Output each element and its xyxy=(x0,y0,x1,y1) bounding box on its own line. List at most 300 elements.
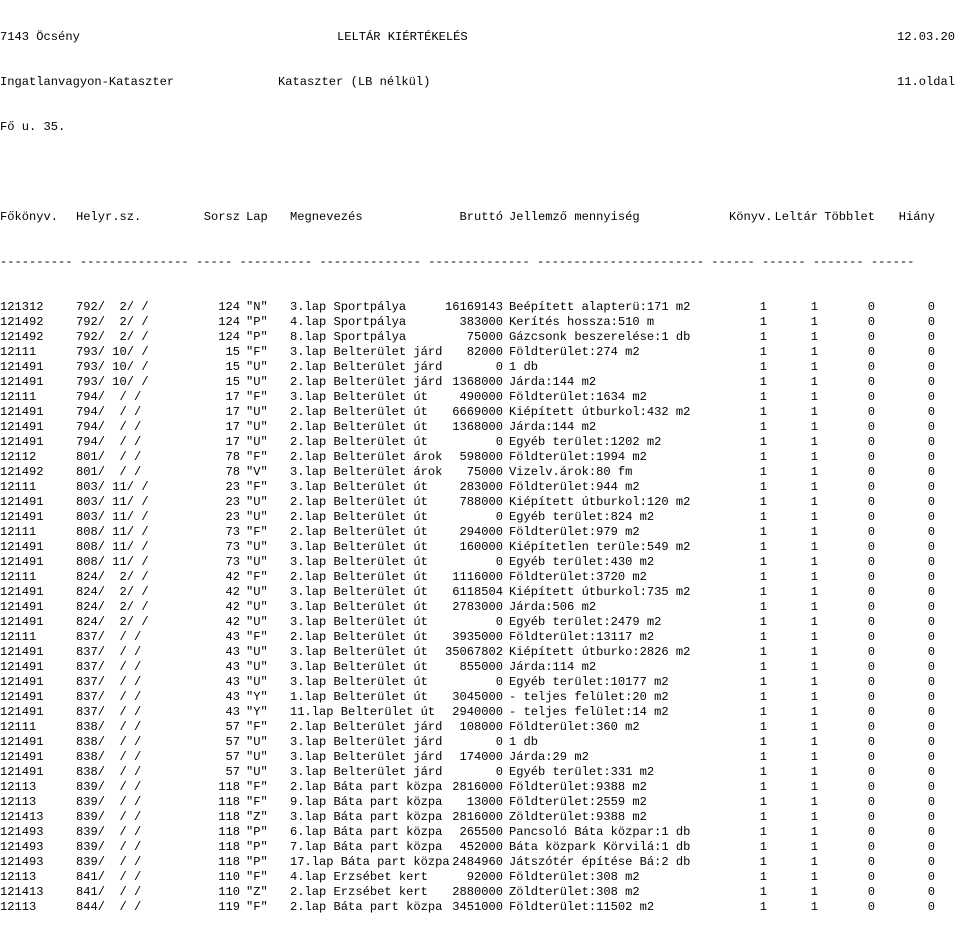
cell-gl-account: 121491 xyxy=(0,600,44,614)
cell-quantity: Zöldterület:9388 m2 xyxy=(509,810,647,824)
cell-inventory-qty: 1 xyxy=(810,525,818,539)
col-header-gross-value: Bruttó xyxy=(459,210,503,224)
cell-sheet: "U" xyxy=(246,750,268,764)
cell-surplus: 0 xyxy=(867,900,875,914)
cell-description: 3.lap Belterület út xyxy=(290,540,428,554)
cell-quantity: Földterület:13117 m2 xyxy=(509,630,655,644)
cell-gross-value: 0 xyxy=(495,435,503,449)
cell-gl-account: 12113 xyxy=(0,780,37,794)
cell-surplus: 0 xyxy=(867,675,875,689)
cell-gl-account: 121493 xyxy=(0,855,44,869)
cell-shortage: 0 xyxy=(927,645,935,659)
cell-book-qty: 1 xyxy=(759,435,767,449)
cell-description: 9.lap Báta part közpa xyxy=(290,795,443,809)
cell-lot-number: 808/ 11/ / xyxy=(76,540,149,554)
cell-gl-account: 121491 xyxy=(0,615,44,629)
cell-gl-account: 121491 xyxy=(0,765,44,779)
cell-surplus: 0 xyxy=(867,615,875,629)
table-row xyxy=(0,435,960,450)
cell-serial-no: 118 xyxy=(218,840,240,854)
table-row xyxy=(0,660,960,675)
cell-lot-number: 839/ / / xyxy=(76,825,142,839)
table-row xyxy=(0,555,960,570)
cell-inventory-qty: 1 xyxy=(810,705,818,719)
cell-gross-value: 0 xyxy=(495,555,503,569)
cell-quantity: Földterület:2559 m2 xyxy=(509,795,647,809)
cell-sheet: "F" xyxy=(246,795,268,809)
cell-surplus: 0 xyxy=(867,795,875,809)
cell-book-qty: 1 xyxy=(759,330,767,344)
col-header-lot-number: Helyr.sz. xyxy=(76,210,142,224)
cell-book-qty: 1 xyxy=(759,615,767,629)
cell-shortage: 0 xyxy=(927,450,935,464)
cell-description: 2.lap Belterület út xyxy=(290,495,428,509)
cell-gross-value: 1116000 xyxy=(452,570,503,584)
cell-quantity: Földterület:944 m2 xyxy=(509,480,640,494)
cell-book-qty: 1 xyxy=(759,675,767,689)
cell-sheet: "F" xyxy=(246,390,268,404)
cell-book-qty: 1 xyxy=(759,855,767,869)
cell-book-qty: 1 xyxy=(759,705,767,719)
separator-line: ---------- --------------- ----- ---------- -------------- -------------- ----------------------- ------ ------ ------- ------ xyxy=(0,255,915,269)
cell-serial-no: 15 xyxy=(225,345,240,359)
cell-inventory-qty: 1 xyxy=(810,735,818,749)
table-row xyxy=(0,345,960,360)
cell-inventory-qty: 1 xyxy=(810,795,818,809)
cell-book-qty: 1 xyxy=(759,555,767,569)
cell-gl-account: 12113 xyxy=(0,870,37,884)
cell-shortage: 0 xyxy=(927,495,935,509)
cell-serial-no: 78 xyxy=(225,450,240,464)
cell-sheet: "U" xyxy=(246,645,268,659)
cell-shortage: 0 xyxy=(927,480,935,494)
cell-quantity: Kiépített útburkol:432 m2 xyxy=(509,405,691,419)
cell-gl-account: 121491 xyxy=(0,675,44,689)
cell-inventory-qty: 1 xyxy=(810,780,818,794)
cell-inventory-qty: 1 xyxy=(810,360,818,374)
cell-gl-account: 121491 xyxy=(0,750,44,764)
cell-serial-no: 73 xyxy=(225,555,240,569)
table-row xyxy=(0,525,960,540)
cell-book-qty: 1 xyxy=(759,840,767,854)
cell-gl-account: 12112 xyxy=(0,450,37,464)
cell-sheet: "U" xyxy=(246,510,268,524)
cell-inventory-qty: 1 xyxy=(810,840,818,854)
cell-inventory-qty: 1 xyxy=(810,300,818,314)
cell-sheet: "U" xyxy=(246,360,268,374)
cell-gross-value: 3935000 xyxy=(452,630,503,644)
cell-description: 3.lap Báta part közpa xyxy=(290,810,443,824)
cell-gl-account: 12113 xyxy=(0,795,37,809)
cell-serial-no: 42 xyxy=(225,585,240,599)
cell-quantity: Egyéb terület:331 m2 xyxy=(509,765,655,779)
cell-book-qty: 1 xyxy=(759,495,767,509)
cell-description: 6.lap Báta part közpa xyxy=(290,825,443,839)
cell-inventory-qty: 1 xyxy=(810,645,818,659)
cell-surplus: 0 xyxy=(867,330,875,344)
cell-lot-number: 839/ / / xyxy=(76,795,142,809)
cell-gross-value: 2940000 xyxy=(452,705,503,719)
cell-book-qty: 1 xyxy=(759,345,767,359)
cell-surplus: 0 xyxy=(867,510,875,524)
cell-serial-no: 110 xyxy=(218,885,240,899)
cell-shortage: 0 xyxy=(927,570,935,584)
cell-gross-value: 265500 xyxy=(459,825,503,839)
cell-gross-value: 6669000 xyxy=(452,405,503,419)
cell-description: 8.lap Sportpálya xyxy=(290,330,407,344)
cell-lot-number: 838/ / / xyxy=(76,765,142,779)
cell-book-qty: 1 xyxy=(759,420,767,434)
cell-sheet: "P" xyxy=(246,825,268,839)
cell-surplus: 0 xyxy=(867,450,875,464)
cell-gross-value: 490000 xyxy=(459,390,503,404)
cell-serial-no: 15 xyxy=(225,360,240,374)
cell-description: 3.lap Sportpálya xyxy=(290,300,407,314)
cell-gross-value: 2816000 xyxy=(452,780,503,794)
cell-book-qty: 1 xyxy=(759,570,767,584)
cell-serial-no: 118 xyxy=(218,780,240,794)
cell-lot-number: 794/ / / xyxy=(76,435,142,449)
cell-quantity: - teljes felület:14 m2 xyxy=(509,705,669,719)
cell-description: 2.lap Báta part közpa xyxy=(290,900,443,914)
cell-lot-number: 837/ / / xyxy=(76,645,142,659)
cell-sheet: "U" xyxy=(246,735,268,749)
cell-serial-no: 43 xyxy=(225,705,240,719)
cell-gl-account: 121491 xyxy=(0,690,44,704)
cell-description: 3.lap Belterület út xyxy=(290,645,428,659)
cell-lot-number: 841/ / / xyxy=(76,885,142,899)
cell-serial-no: 23 xyxy=(225,510,240,524)
cell-gross-value: 1368000 xyxy=(452,375,503,389)
cell-book-qty: 1 xyxy=(759,360,767,374)
table-row xyxy=(0,765,960,780)
cell-quantity: Földterület:11502 m2 xyxy=(509,900,655,914)
cell-lot-number: 808/ 11/ / xyxy=(76,555,149,569)
cell-surplus: 0 xyxy=(867,570,875,584)
cell-gl-account: 121491 xyxy=(0,495,44,509)
cell-serial-no: 110 xyxy=(218,870,240,884)
col-header-serial-no: Sorsz xyxy=(203,210,240,224)
col-header-quantity: Jellemző mennyiség xyxy=(509,210,640,224)
cell-sheet: "U" xyxy=(246,375,268,389)
cell-gross-value: 3451000 xyxy=(452,900,503,914)
cell-inventory-qty: 1 xyxy=(810,825,818,839)
cell-surplus: 0 xyxy=(867,495,875,509)
table-row xyxy=(0,330,960,345)
cell-serial-no: 124 xyxy=(218,300,240,314)
cell-quantity: Földterület:3720 m2 xyxy=(509,570,647,584)
cell-description: 2.lap Belterület út xyxy=(290,435,428,449)
cell-surplus: 0 xyxy=(867,300,875,314)
table-row xyxy=(0,495,960,510)
cell-quantity: Beépített alapterü:171 m2 xyxy=(509,300,691,314)
table-row xyxy=(0,450,960,465)
cell-sheet: "U" xyxy=(246,495,268,509)
cell-gl-account: 121491 xyxy=(0,585,44,599)
cell-serial-no: 42 xyxy=(225,570,240,584)
cell-lot-number: 801/ / / xyxy=(76,450,142,464)
cell-serial-no: 43 xyxy=(225,660,240,674)
cell-gross-value: 16169143 xyxy=(444,300,503,314)
cell-book-qty: 1 xyxy=(759,465,767,479)
cell-surplus: 0 xyxy=(867,360,875,374)
cell-gl-account: 121491 xyxy=(0,540,44,554)
cell-inventory-qty: 1 xyxy=(810,435,818,449)
cell-inventory-qty: 1 xyxy=(810,660,818,674)
cell-sheet: "U" xyxy=(246,765,268,779)
cell-surplus: 0 xyxy=(867,840,875,854)
cell-book-qty: 1 xyxy=(759,750,767,764)
page-number: 11.oldal xyxy=(897,75,956,89)
cell-lot-number: 803/ 11/ / xyxy=(76,495,149,509)
cell-shortage: 0 xyxy=(927,330,935,344)
cell-gross-value: 174000 xyxy=(459,750,503,764)
cell-shortage: 0 xyxy=(927,810,935,824)
cell-surplus: 0 xyxy=(867,705,875,719)
cell-description: 7.lap Báta part közpa xyxy=(290,840,443,854)
cell-gl-account: 12111 xyxy=(0,480,37,494)
cell-description: 2.lap Belterület járd xyxy=(290,375,443,389)
cell-book-qty: 1 xyxy=(759,600,767,614)
cell-quantity: Gázcsonk beszerelése:1 db xyxy=(509,330,691,344)
cell-gross-value: 855000 xyxy=(459,660,503,674)
cell-lot-number: 839/ / / xyxy=(76,810,142,824)
cell-shortage: 0 xyxy=(927,600,935,614)
header-line-3 xyxy=(0,120,960,135)
table-row xyxy=(0,690,960,705)
cell-gross-value: 35067802 xyxy=(444,645,503,659)
cell-serial-no: 118 xyxy=(218,795,240,809)
cell-gross-value: 283000 xyxy=(459,480,503,494)
cell-gl-account: 121491 xyxy=(0,435,44,449)
cell-lot-number: 792/ 2/ / xyxy=(76,300,149,314)
cell-sheet: "F" xyxy=(246,780,268,794)
cell-quantity: - teljes felület:20 m2 xyxy=(509,690,669,704)
table-row xyxy=(0,600,960,615)
cell-book-qty: 1 xyxy=(759,780,767,794)
cell-sheet: "P" xyxy=(246,315,268,329)
cell-book-qty: 1 xyxy=(759,690,767,704)
cell-shortage: 0 xyxy=(927,885,935,899)
cell-book-qty: 1 xyxy=(759,720,767,734)
cell-shortage: 0 xyxy=(927,390,935,404)
cell-surplus: 0 xyxy=(867,540,875,554)
cell-surplus: 0 xyxy=(867,435,875,449)
cell-serial-no: 23 xyxy=(225,495,240,509)
cell-gl-account: 121491 xyxy=(0,405,44,419)
cell-gl-account: 121312 xyxy=(0,300,44,314)
cell-serial-no: 17 xyxy=(225,420,240,434)
table-row xyxy=(0,315,960,330)
cell-sheet: "F" xyxy=(246,900,268,914)
cell-gross-value: 2880000 xyxy=(452,885,503,899)
cell-gross-value: 452000 xyxy=(459,840,503,854)
cell-surplus: 0 xyxy=(867,375,875,389)
cell-lot-number: 794/ / / xyxy=(76,405,142,419)
cell-surplus: 0 xyxy=(867,390,875,404)
cell-surplus: 0 xyxy=(867,735,875,749)
col-header-shortage: Hiány xyxy=(898,210,935,224)
cell-quantity: Járda:506 m2 xyxy=(509,600,597,614)
cell-book-qty: 1 xyxy=(759,885,767,899)
cell-gl-account: 121491 xyxy=(0,510,44,524)
cell-shortage: 0 xyxy=(927,405,935,419)
cell-book-qty: 1 xyxy=(759,510,767,524)
cell-lot-number: 824/ 2/ / xyxy=(76,585,149,599)
cell-gl-account: 121491 xyxy=(0,420,44,434)
header-line-1 xyxy=(0,30,960,45)
table-row xyxy=(0,510,960,525)
cell-book-qty: 1 xyxy=(759,405,767,419)
cell-lot-number: 824/ 2/ / xyxy=(76,570,149,584)
cell-shortage: 0 xyxy=(927,300,935,314)
table-row xyxy=(0,780,960,795)
report-title: LELTÁR KIÉRTÉKELÉS xyxy=(337,30,468,44)
cell-sheet: "F" xyxy=(246,345,268,359)
cell-gross-value: 108000 xyxy=(459,720,503,734)
cell-gl-account: 12111 xyxy=(0,630,37,644)
cell-book-qty: 1 xyxy=(759,315,767,329)
cell-inventory-qty: 1 xyxy=(810,900,818,914)
cell-shortage: 0 xyxy=(927,360,935,374)
cell-book-qty: 1 xyxy=(759,390,767,404)
cell-serial-no: 42 xyxy=(225,615,240,629)
cell-gl-account: 121491 xyxy=(0,660,44,674)
cell-sheet: "Y" xyxy=(246,705,268,719)
cell-lot-number: 844/ / / xyxy=(76,900,142,914)
cell-gross-value: 598000 xyxy=(459,450,503,464)
cell-inventory-qty: 1 xyxy=(810,540,818,554)
table-row xyxy=(0,585,960,600)
cell-gross-value: 0 xyxy=(495,765,503,779)
cell-description: 2.lap Belterület járd xyxy=(290,720,443,734)
table-row xyxy=(0,480,960,495)
cell-gross-value: 294000 xyxy=(459,525,503,539)
cell-description: 17.lap Báta part közpa xyxy=(290,855,450,869)
cell-sheet: "U" xyxy=(246,435,268,449)
cell-surplus: 0 xyxy=(867,810,875,824)
cell-gross-value: 160000 xyxy=(459,540,503,554)
cell-quantity: Pancsoló Báta közpar:1 db xyxy=(509,825,691,839)
cell-quantity: Földterület:308 m2 xyxy=(509,870,640,884)
cell-shortage: 0 xyxy=(927,705,935,719)
cell-description: 3.lap Belterület járd xyxy=(290,765,443,779)
cell-lot-number: 837/ / / xyxy=(76,690,142,704)
cell-inventory-qty: 1 xyxy=(810,465,818,479)
cell-shortage: 0 xyxy=(927,525,935,539)
cell-shortage: 0 xyxy=(927,345,935,359)
cell-lot-number: 837/ / / xyxy=(76,675,142,689)
cell-lot-number: 837/ / / xyxy=(76,630,142,644)
cell-shortage: 0 xyxy=(927,855,935,869)
cell-description: 2.lap Erzsébet kert xyxy=(290,885,428,899)
cell-lot-number: 841/ / / xyxy=(76,870,142,884)
cell-quantity: Kiépített útburkol:735 m2 xyxy=(509,585,691,599)
cell-inventory-qty: 1 xyxy=(810,570,818,584)
cell-description: 2.lap Belterület út xyxy=(290,570,428,584)
cell-quantity: Földterület:274 m2 xyxy=(509,345,640,359)
cell-quantity: Földterület:360 m2 xyxy=(509,720,640,734)
cell-lot-number: 808/ 11/ / xyxy=(76,525,149,539)
data-rows xyxy=(0,300,960,915)
table-row xyxy=(0,300,960,315)
cell-sheet: "U" xyxy=(246,585,268,599)
cell-surplus: 0 xyxy=(867,405,875,419)
table-row xyxy=(0,405,960,420)
cell-serial-no: 15 xyxy=(225,375,240,389)
cell-gl-account: 121492 xyxy=(0,330,44,344)
cell-serial-no: 57 xyxy=(225,765,240,779)
cell-shortage: 0 xyxy=(927,465,935,479)
cell-quantity: Földterület:1994 m2 xyxy=(509,450,647,464)
cell-inventory-qty: 1 xyxy=(810,375,818,389)
cell-lot-number: 839/ / / xyxy=(76,780,142,794)
cell-quantity: Földterület:9388 m2 xyxy=(509,780,647,794)
cell-gl-account: 121491 xyxy=(0,375,44,389)
cell-lot-number: 824/ 2/ / xyxy=(76,615,149,629)
table-row xyxy=(0,840,960,855)
cell-shortage: 0 xyxy=(927,870,935,884)
cell-description: 3.lap Belterület járd xyxy=(290,735,443,749)
cell-quantity: Egyéb terület:2479 m2 xyxy=(509,615,662,629)
cell-surplus: 0 xyxy=(867,315,875,329)
cell-lot-number: 793/ 10/ / xyxy=(76,375,149,389)
cell-shortage: 0 xyxy=(927,750,935,764)
cell-gl-account: 121491 xyxy=(0,735,44,749)
cell-serial-no: 118 xyxy=(218,810,240,824)
cell-sheet: "Y" xyxy=(246,690,268,704)
header-line-2 xyxy=(0,75,960,90)
table-row xyxy=(0,825,960,840)
cell-lot-number: 794/ / / xyxy=(76,390,142,404)
cell-sheet: "P" xyxy=(246,330,268,344)
cell-inventory-qty: 1 xyxy=(810,330,818,344)
cell-surplus: 0 xyxy=(867,870,875,884)
report-subtitle: Kataszter (LB nélkül) xyxy=(278,75,431,89)
cell-description: 2.lap Belterület út xyxy=(290,510,428,524)
cell-book-qty: 1 xyxy=(759,900,767,914)
cell-description: 2.lap Belterület út xyxy=(290,525,428,539)
cell-description: 3.lap Belterület járd xyxy=(290,345,443,359)
col-header-surplus: Többlet xyxy=(824,210,875,224)
table-row xyxy=(0,855,960,870)
cell-serial-no: 23 xyxy=(225,480,240,494)
cell-book-qty: 1 xyxy=(759,765,767,779)
cell-gl-account: 121493 xyxy=(0,840,44,854)
table-row xyxy=(0,615,960,630)
cell-surplus: 0 xyxy=(867,525,875,539)
cell-lot-number: 837/ / / xyxy=(76,705,142,719)
cell-gl-account: 121493 xyxy=(0,825,44,839)
cell-inventory-qty: 1 xyxy=(810,390,818,404)
cell-gl-account: 12113 xyxy=(0,900,37,914)
cell-inventory-qty: 1 xyxy=(810,810,818,824)
cell-serial-no: 57 xyxy=(225,750,240,764)
table-row xyxy=(0,390,960,405)
cell-inventory-qty: 1 xyxy=(810,555,818,569)
cell-serial-no: 57 xyxy=(225,735,240,749)
cell-gross-value: 0 xyxy=(495,615,503,629)
cell-gl-account: 12111 xyxy=(0,345,37,359)
cell-lot-number: 801/ / / xyxy=(76,465,142,479)
cell-inventory-qty: 1 xyxy=(810,690,818,704)
cell-shortage: 0 xyxy=(927,510,935,524)
cell-inventory-qty: 1 xyxy=(810,315,818,329)
cell-gross-value: 75000 xyxy=(466,465,503,479)
col-header-sheet: Lap xyxy=(246,210,268,224)
cell-surplus: 0 xyxy=(867,885,875,899)
cell-description: 1.lap Belterület út xyxy=(290,690,428,704)
